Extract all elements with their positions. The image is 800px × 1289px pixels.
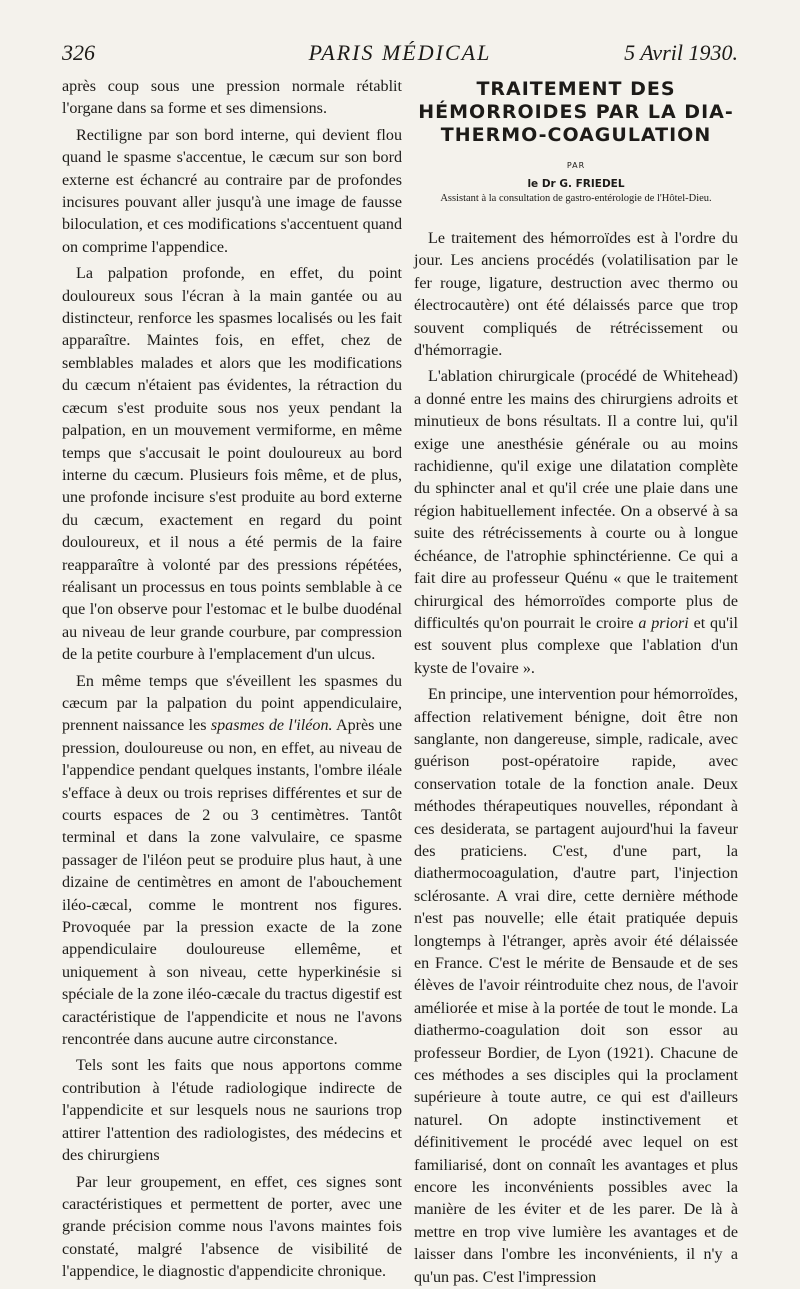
left-paragraph-6: Par leur groupement, en effet, ces signes sont caractéristiques et permettent de porter, avec une grande précision comme nous l'avons maintes fois constaté, malgré l'absence de visibilité de l'appendice, le diagnostic d'appendicite chronique. xyxy=(62,1173,402,1281)
article-title-line-3: THERMO-COAGULATION xyxy=(440,124,712,146)
right-column xyxy=(414,228,738,1289)
article-heading xyxy=(414,78,738,204)
left-paragraph-4 xyxy=(62,671,402,1052)
by-label: PAR xyxy=(566,161,586,170)
left-paragraph-4-emphasis: spasmes de l'iléon. xyxy=(210,717,333,735)
left-paragraph-4-start: En même temps que s'éveillent les spasmes du cæcum par la palpation du point appendiculaire, prennent naissance les xyxy=(62,672,402,735)
right-paragraph-2-emphasis: a priori xyxy=(638,614,689,632)
right-paragraph-1: Le traitement des hémorroïdes est à l'ordre du jour. Les anciens procédés (volatilisation par le fer rouge, ligature, destruction avec thermo ou électrocautère) ont été délaissés parce que trop souvent compliqués de rétrécissement ou d'hémorragie. xyxy=(414,230,738,360)
left-paragraph-5: Tels sont les faits que nous apportons comme contribution à l'étude radiologique indirecte de l'appendicite et sur lesquels nous ne saurions trop attirer l'attention des radiologistes, des médecins et des chirurgiens xyxy=(62,1057,402,1165)
left-paragraph-3: La palpation profonde, en effet, du point douloureux sous l'écran à la main gantée ou au distincteur, renforce les spasmes localisés ou les fait apparaître. Maintes fois, en effet, chez de semblables malades et alors que les modifications du cæcum n'étaient pas évidentes, la rétraction du cæcum s'est produite sous nos yeux pendant la palpation, en un mouvement vermiforme, en même temps que s'accusait le point douloureux au bord interne du cæcum. Plusieurs fois même, et de plus, une profonde incisure s'est produite au bord externe du cæcum, exactement en regard du point douloureux, et il nous a été permis de la faire reapparaître à volonté par des pressions répétées, réalisant un processus en tous points semblable à ce que l'on observe pour l'estomac et le bulbe duodénal au niveau de leur grande courbure, par compression de la petite courbure à l'emplacement d'un ulcus. xyxy=(62,265,402,664)
article-author: le Dr G. FRIEDEL xyxy=(527,178,625,190)
left-paragraph-4-end: Après une pression, douloureuse ou non, en effet, au niveau de l'appendice pendant quelques instants, l'ombre iléale s'efface à deux ou trois reprises différentes et sur de courts espaces de 2 ou 3 centimètres. Tantôt terminal et dans la zone valvulaire, ce spasme passager de l'iléon peut se produire plus haut, à une dizaine de centimètres en amont de l'abouchement iléo-cæcal, comme le montrent nos figures. Provoquée par la pression exacte de la zone appendiculaire douloureuse ellemême, et uniquement à son niveau, cette hyperkinésie si spéciale de la zone iléo-cæcale du tractus digestif est caractéristique de l'appendicite et nous ne l'avons rencontrée dans aucune autre circonstance. xyxy=(62,717,402,1049)
journal-title: PARIS MÉDICAL xyxy=(308,40,492,65)
right-paragraph-2 xyxy=(414,366,738,680)
page-header xyxy=(62,40,738,68)
author-affiliation: Assistant à la consultation de gastro-entérologie de l'Hôtel-Dieu. xyxy=(440,193,712,204)
article-title-line-1: TRAITEMENT DES xyxy=(476,78,676,100)
right-paragraph-2-start: L'ablation chirurgicale (procédé de Whitehead) a donné entre les mains des chirurgiens adroits et minutieux de bons résultats. Il a contre lui, qu'il exige une anesthésie générale ou au moins rachidienne, qu'il exige une dilatation complète du sphincter anal et qu'il crée une plaie dans une région habituellement infectée. On a observé à sa suite des rétrécissements à courte ou à longue échéance, de l'atrophie sphinctérienne. Ce qui a fait dire au professeur Quénu « que le traitement chirurgical des hémorroïdes comporte plus de difficultés qu'on pourrait le croire xyxy=(414,368,738,632)
page-number: 326 xyxy=(62,40,95,65)
left-paragraph-1: après coup sous une pression normale rétablit l'organe dans sa forme et ses dimensions. xyxy=(62,78,402,118)
left-paragraph-2: Rectiligne par son bord interne, qui devient flou quand le spasme s'accentue, le cæcum sur son bord externe est échancré au contraire par de profondes incisures pouvant aller jusqu'à une image de fausse biloculation, et ces modifications s'accentuent quand on comprime l'appendice. xyxy=(62,126,402,256)
right-paragraph-2-end: et qu'il est souvent plus complexe que l'ablation d'un kyste de l'ovaire ». xyxy=(414,614,738,677)
issue-date: 5 Avril 1930. xyxy=(624,40,738,65)
article-title-line-2: HÉMORROIDES PAR LA DIA- xyxy=(418,101,734,123)
right-paragraph-3: En principe, une intervention pour hémorroïdes, affection relativement bénigne, doit être non sanglante, non dangereuse, simple, radicale, avec guérison post-opératoire rapide, avec conservation totale de la fonction anale. Deux méthodes thérapeutiques nouvelles, répondant à ces desiderata, se partagent aujourd'hui la faveur des praticiens. C'est, d'une part, la diathermocoagulation, d'autre part, l'injection sclérosante. A vrai dire, cette dernière méthode n'est pas nouvelle; elle était pratiquée depuis longtemps à l'étranger, après avoir été délaissée en France. C'est le mérite de Bensaude et de ses élèves de l'avoir réintroduite chez nous, de l'avoir améliorée et mise à la portée de tout le monde. La diathermo-coagulation doit son essor au professeur Bordier, de Lyon (1921). Chacune de ces méthodes a ses disciples qui la proclament supérieure à toute autre, ce qui est d'ailleurs naturel. On adopte instinctivement et définitivement le procédé avec lequel on est familiarisé, dont on connaît les avantages et plus encore les inconvénients possibles avec la manière de les éviter et de les parer. De là à mettre en trop vive lumière les avantages et de laisser dans l'ombre les inconvénients, il n'y a qu'un pas. C'est l'impression xyxy=(414,686,738,1286)
left-column xyxy=(62,76,402,1284)
